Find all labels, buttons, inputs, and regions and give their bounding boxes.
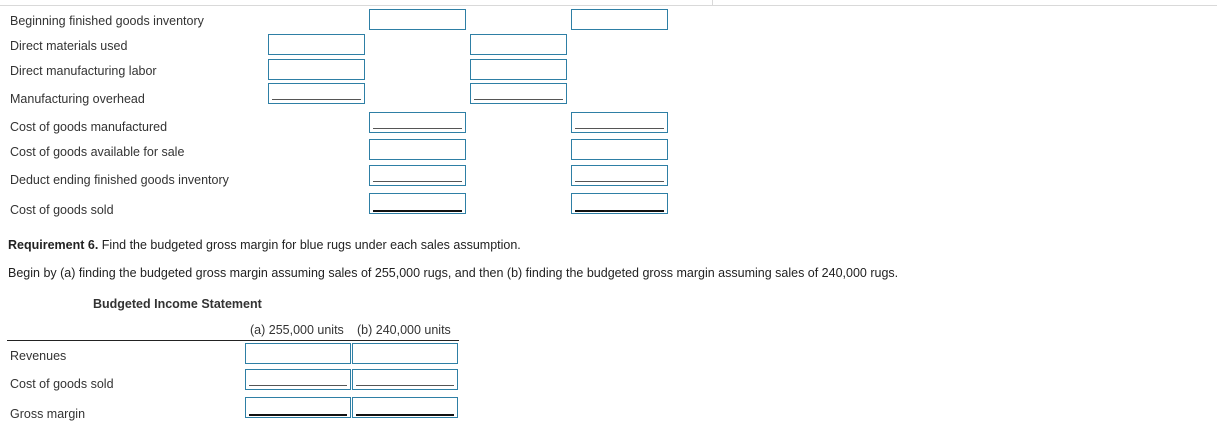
beginning-fg-inventory-input-b[interactable]	[571, 9, 668, 30]
label-statement-cogs: Cost of goods sold	[10, 377, 114, 391]
cogs-input-b[interactable]	[571, 193, 668, 214]
beginning-fg-inventory-input-a[interactable]	[369, 9, 466, 30]
requirement-6-heading	[8, 238, 521, 252]
direct-labor-input-b[interactable]	[470, 59, 567, 80]
top-divider-tick	[712, 0, 713, 6]
requirement-text: Find the budgeted gross margin for blue rugs under each sales assumption.	[98, 238, 521, 252]
ending-fg-inventory-input-a[interactable]	[369, 165, 466, 186]
column-header-a: (a) 255,000 units	[250, 323, 344, 337]
cogs-input-a[interactable]	[369, 193, 466, 214]
income-statement-title: Budgeted Income Statement	[93, 297, 262, 311]
label-direct-materials-used: Direct materials used	[10, 39, 128, 53]
label-cost-of-goods-manufactured: Cost of goods manufactured	[10, 120, 168, 134]
label-revenues: Revenues	[10, 349, 67, 363]
label-cost-of-goods-sold: Cost of goods sold	[10, 203, 114, 217]
cogm-input-a[interactable]	[369, 112, 466, 133]
revenues-input-b[interactable]	[352, 343, 458, 364]
label-deduct-ending-fg-inventory: Deduct ending finished goods inventory	[10, 173, 229, 187]
goods-available-input-b[interactable]	[571, 139, 668, 160]
direct-materials-input-b[interactable]	[470, 34, 567, 55]
label-beginning-fg-inventory: Beginning finished goods inventory	[10, 14, 204, 28]
requirement-number: Requirement 6.	[8, 238, 99, 252]
label-gross-margin: Gross margin	[10, 407, 86, 421]
requirement-instruction: Begin by (a) finding the budgeted gross margin assuming sales of 255,000 rugs, and then (b) finding the budgeted gross margin assuming sales of 240,000 rugs.	[8, 266, 899, 280]
statement-cogs-input-b[interactable]	[352, 369, 458, 390]
header-rule	[7, 340, 459, 341]
ending-fg-inventory-input-b[interactable]	[571, 165, 668, 186]
column-header-b: (b) 240,000 units	[357, 323, 451, 337]
cogm-input-b[interactable]	[571, 112, 668, 133]
top-divider	[0, 5, 1217, 6]
label-direct-manufacturing-labor: Direct manufacturing labor	[10, 64, 157, 78]
manufacturing-overhead-input-b[interactable]	[470, 83, 567, 104]
gross-margin-input-b[interactable]	[352, 397, 458, 418]
gross-margin-input-a[interactable]	[245, 397, 351, 418]
revenues-input-a[interactable]	[245, 343, 351, 364]
statement-cogs-input-a[interactable]	[245, 369, 351, 390]
direct-materials-input-a[interactable]	[268, 34, 365, 55]
label-cost-of-goods-available: Cost of goods available for sale	[10, 145, 185, 159]
manufacturing-overhead-input-a[interactable]	[268, 83, 365, 104]
goods-available-input-a[interactable]	[369, 139, 466, 160]
label-manufacturing-overhead: Manufacturing overhead	[10, 92, 145, 106]
direct-labor-input-a[interactable]	[268, 59, 365, 80]
